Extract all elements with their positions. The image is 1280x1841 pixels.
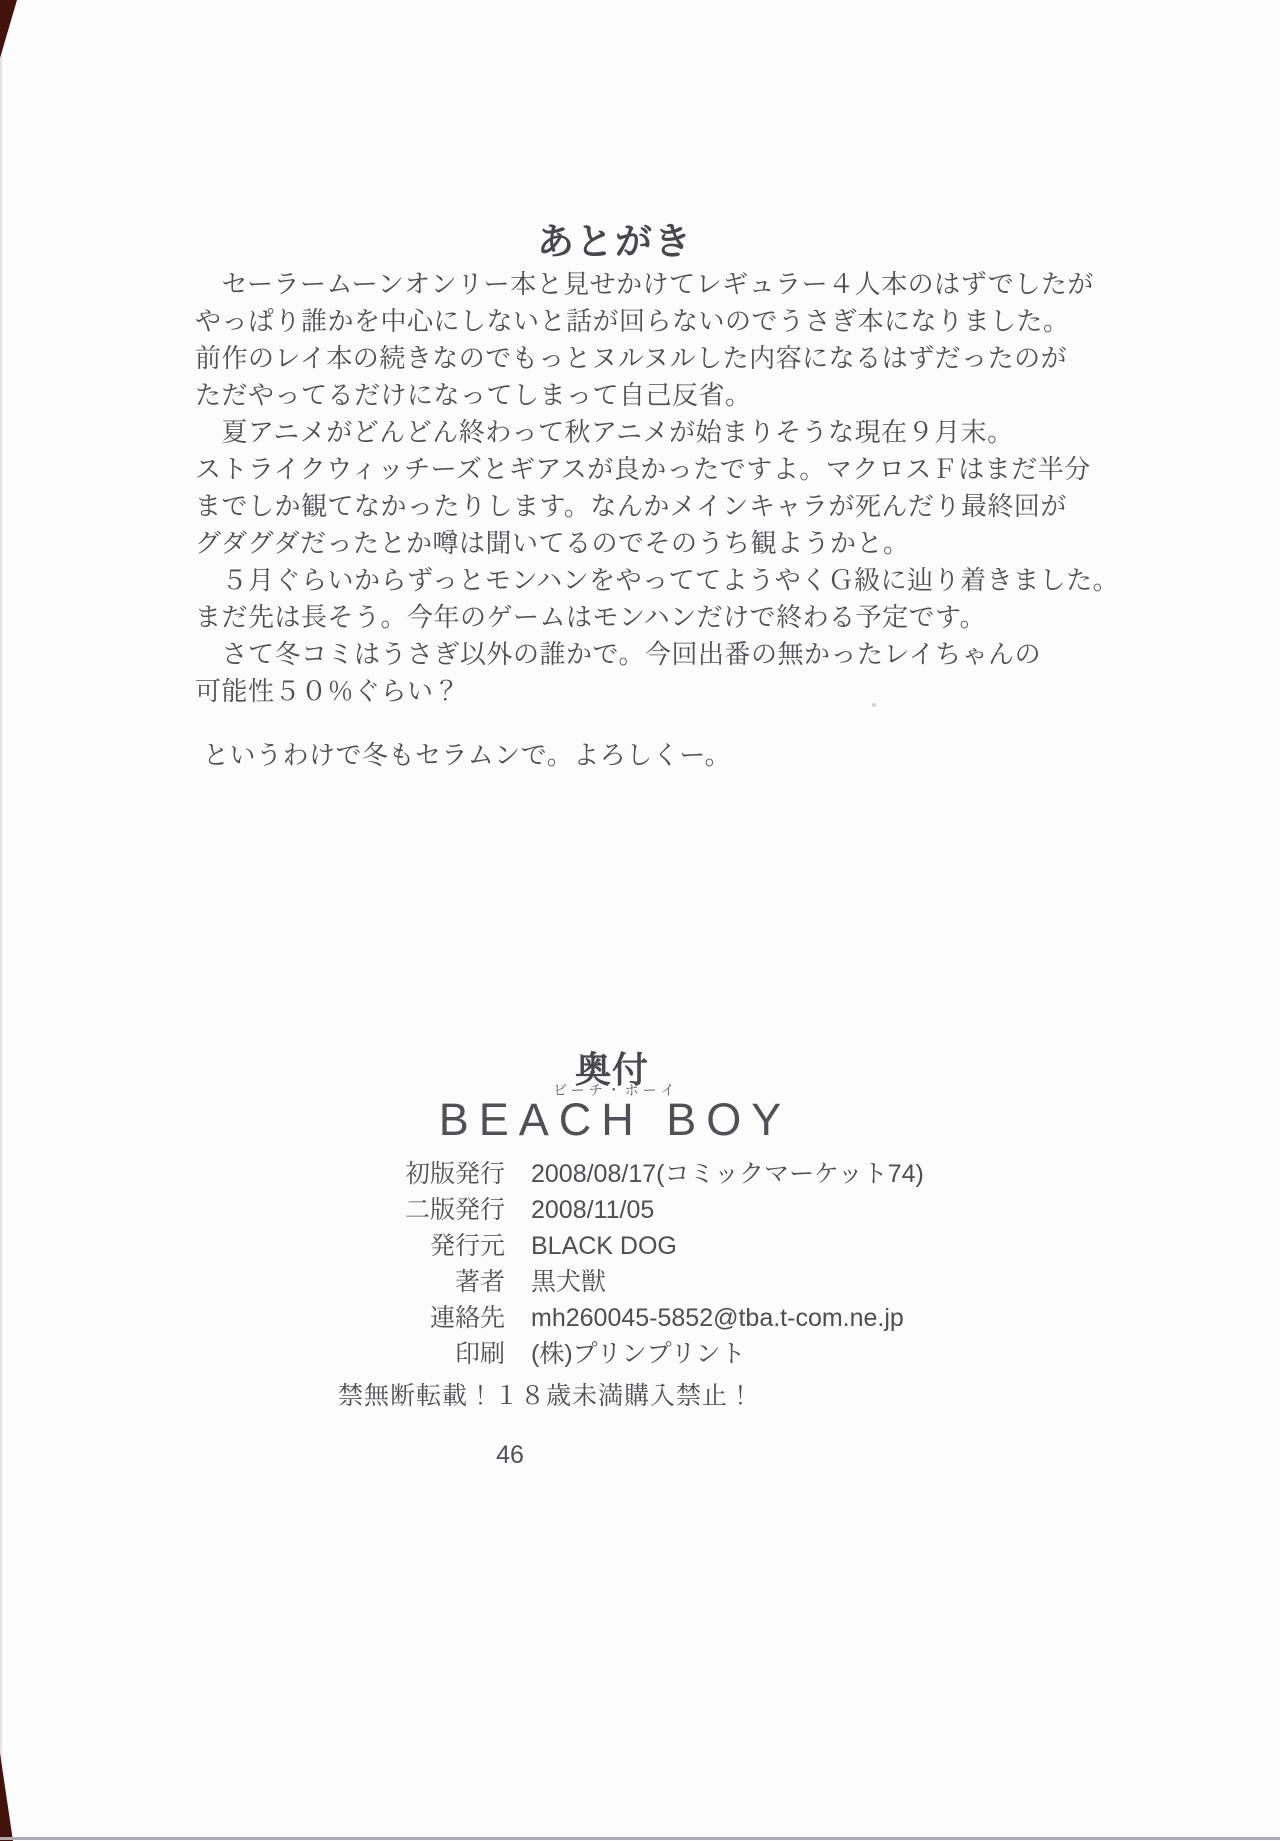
scan-edge-bottom (0, 1837, 1280, 1840)
colophon-row-value: 2008/11/05 (531, 1196, 655, 1224)
book-title-furigana: ビーチ・ボーイ (553, 1082, 679, 1098)
colophon-row-label: 著者 (454, 1268, 505, 1296)
colophon-table (320, 1158, 924, 1374)
colophon-row-label: 連絡先 (429, 1304, 505, 1332)
colophon-row (320, 1338, 924, 1374)
colophon-row-label: 初版発行 (404, 1160, 505, 1188)
colophon-row-label: 印刷 (454, 1340, 505, 1368)
afterword-line: 可能性５０％ぐらい？ (195, 676, 461, 706)
colophon-row-value: 黒犬獣 (531, 1268, 607, 1296)
afterword-line: やっぱり誰かを中心にしないと話が回らないのでうさぎ本になりました。 (195, 306, 1070, 336)
book-title: BEACH BOY (438, 1094, 792, 1145)
afterword-line: ５月ぐらいからずっとモンハンをやっててようやくＧ級に辿り着きました。 (195, 565, 1120, 595)
colophon-row-label: 発行元 (429, 1232, 505, 1260)
colophon-row (320, 1266, 924, 1302)
colophon-row (320, 1158, 924, 1194)
afterword-line: までしか観てなかったりします。なんかメインキャラが死んだり最終回が (195, 491, 1067, 521)
page-number: 46 (496, 1441, 524, 1469)
colophon-section-title: 奥付 (574, 1048, 650, 1090)
colophon-row-value: 2008/08/17(コミックマーケット74) (531, 1160, 924, 1188)
afterword-closing: というわけで冬もセラムンで。よろしくー。 (203, 740, 732, 770)
colophon-row-value: mh260045-5852@tba.t-com.ne.jp (531, 1304, 904, 1332)
afterword-line: セーラームーンオンリー本と見せかけてレギュラー４人本のはずでしたが (195, 269, 1094, 299)
afterword-line: ストライクウィッチーズとギアスが良かったですよ。マクロスＦはまだ半分 (195, 454, 1091, 484)
afterword-line: ただやってるだけになってしまって自己反省。 (195, 380, 752, 410)
afterword-line: 前作のレイ本の続きなのでもっとヌルヌルした内容になるはずだったのが (195, 343, 1068, 373)
colophon-row (320, 1194, 924, 1230)
colophon-row-label: 二版発行 (404, 1196, 505, 1224)
colophon-row-value: BLACK DOG (531, 1232, 677, 1260)
afterword-line: さて冬コミはうさぎ以外の誰かで。今回出番の無かったレイちゃんの (195, 639, 1042, 669)
afterword-line: 夏アニメがどんどん終わって秋アニメが始まりそうな現在９月末。 (195, 417, 1014, 447)
colophon-row (320, 1302, 924, 1338)
scan-edge-left (0, 0, 2, 1841)
colophon-row-value: (株)プリンプリント (531, 1340, 746, 1368)
scan-corner-top-left (0, 0, 17, 58)
afterword-body (195, 266, 1120, 710)
colophon-row (320, 1230, 924, 1266)
afterword-line: まだ先は長そう。今年のゲームはモンハンだけで終わる予定です。 (195, 602, 987, 632)
afterword-title: あとがき (537, 220, 693, 262)
afterword-line: グダグダだったとか噂は聞いてるのでそのうち観ようかと。 (195, 528, 910, 558)
colophon-notice: 禁無断転載！１８歳未満購入禁止！ (338, 1382, 755, 1410)
